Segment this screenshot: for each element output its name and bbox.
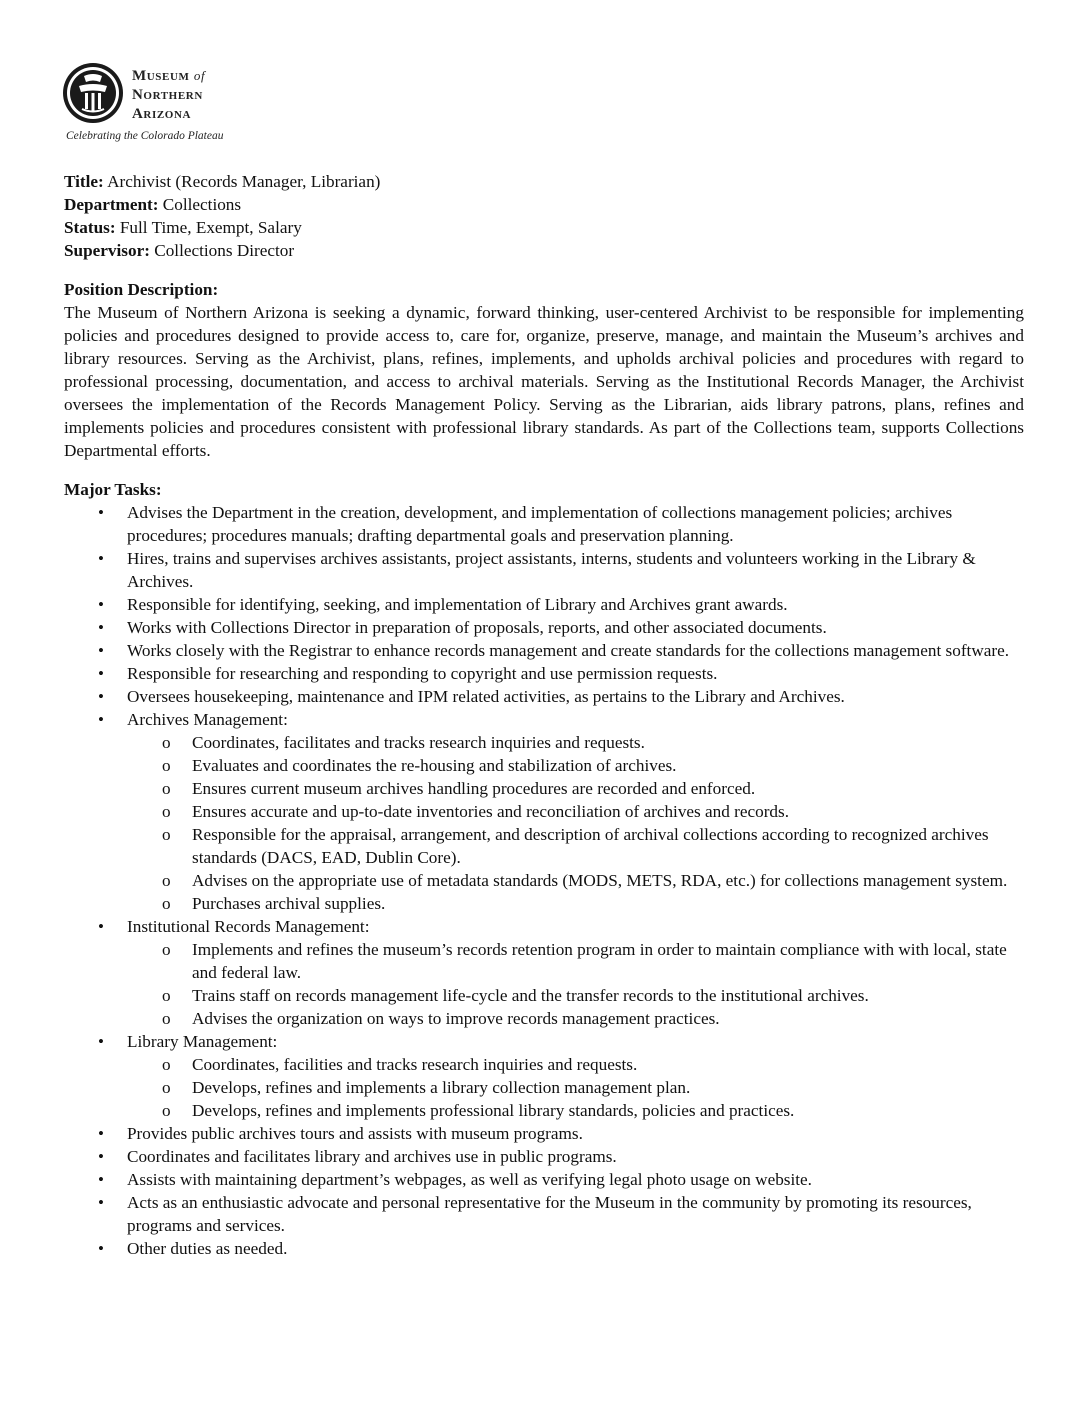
major-tasks-heading: Major Tasks: <box>64 480 162 499</box>
logo-name-line2: Northern <box>132 87 203 103</box>
task-text: Other duties as needed. <box>127 1239 288 1258</box>
subtask-item: o Coordinates, facilities and tracks research inquiries and requests. <box>127 1053 1024 1076</box>
museum-emblem-icon <box>62 62 124 124</box>
job-meta <box>64 170 1024 262</box>
major-tasks-list <box>64 501 1024 1260</box>
task-text: Coordinates and facilitates library and archives use in public programs. <box>127 1147 617 1166</box>
museum-logo <box>62 62 292 154</box>
task-item <box>64 501 1024 547</box>
logo-name-line1: Museum <box>132 68 190 84</box>
task-item <box>64 708 1024 915</box>
meta-label: Supervisor: <box>64 241 150 260</box>
meta-value: Archivist (Records Manager, Librarian) <box>103 172 381 191</box>
task-sublist <box>127 731 1024 915</box>
task-item <box>64 915 1024 1030</box>
logo-tagline: Celebrating the Colorado Plateau <box>66 130 224 142</box>
task-sublist <box>127 1053 1024 1122</box>
meta-line <box>64 216 1024 239</box>
subtask-item: o Advises the organization on ways to improve records management practices. <box>127 1007 1024 1030</box>
task-item <box>64 662 1024 685</box>
task-text: Works with Collections Director in preparation of proposals, reports, and other associated documents. <box>127 618 827 637</box>
museum-name <box>132 66 205 124</box>
meta-label: Status: <box>64 218 116 237</box>
meta-value: Collections <box>158 195 242 214</box>
task-text: Responsible for researching and responding to copyright and use permission requests. <box>127 664 718 683</box>
meta-line <box>64 170 1024 193</box>
task-sublist <box>127 938 1024 1030</box>
position-description-heading: Position Description: <box>64 280 219 299</box>
subtask-item: o Coordinates, facilitates and tracks research inquiries and requests. <box>127 731 1024 754</box>
subtask-item: o Advises on the appropriate use of metadata standards (MODS, METS, RDA, etc.) for collections management system. <box>127 869 1024 892</box>
meta-label: Department: <box>64 195 159 214</box>
task-item <box>64 1145 1024 1168</box>
task-text: Works closely with the Registrar to enhance records management and create standards for the collections management software. <box>127 641 1010 660</box>
task-text: Oversees housekeeping, maintenance and IPM related activities, as pertains to the Library and Archives. <box>127 687 845 706</box>
logo-name-line3: Arizona <box>132 106 192 122</box>
task-text: Acts as an enthusiastic advocate and personal representative for the Museum in the community by promoting its resources, programs and services. <box>127 1193 972 1235</box>
task-item <box>64 1168 1024 1191</box>
document-body <box>64 170 1024 1260</box>
task-item <box>64 616 1024 639</box>
task-item <box>64 1191 1024 1237</box>
meta-line <box>64 193 1024 216</box>
subtask-item: o Evaluates and coordinates the re-housing and stabilization of archives. <box>127 754 1024 777</box>
task-text: Institutional Records Management: <box>127 917 370 936</box>
subtask-item: o Develops, refines and implements a library collection management plan. <box>127 1076 1024 1099</box>
subtask-item: o Develops, refines and implements professional library standards, policies and practices. <box>127 1099 1024 1122</box>
meta-value: Full Time, Exempt, Salary <box>115 218 302 237</box>
task-item <box>64 547 1024 593</box>
task-text: Responsible for identifying, seeking, and implementation of Library and Archives grant awards. <box>127 595 788 614</box>
task-item <box>64 685 1024 708</box>
subtask-item: o Ensures current museum archives handling procedures are recorded and enforced. <box>127 777 1024 800</box>
task-item <box>64 1030 1024 1122</box>
subtask-item: o Implements and refines the museum’s records retention program in order to maintain compliance with with local, state and federal law. <box>127 938 1024 984</box>
meta-line <box>64 239 1024 262</box>
subtask-item: o Trains staff on records management life-cycle and the transfer records to the institutional archives. <box>127 984 1024 1007</box>
task-text: Library Management: <box>127 1032 278 1051</box>
task-text: Advises the Department in the creation, development, and implementation of collections management policies; archives procedures; procedures manuals; drafting departmental goals and preservation planning. <box>127 503 953 545</box>
task-text: Provides public archives tours and assists with museum programs. <box>127 1124 583 1143</box>
task-item <box>64 639 1024 662</box>
subtask-item: o Responsible for the appraisal, arrangement, and description of archival collections according to recognized archives standards (DACS, EAD, Dublin Core). <box>127 823 1024 869</box>
logo-name-of: of <box>193 68 206 83</box>
task-text: Assists with maintaining department’s webpages, as well as verifying legal photo usage on website. <box>127 1170 812 1189</box>
subtask-item: o Ensures accurate and up-to-date inventories and reconciliation of archives and records. <box>127 800 1024 823</box>
task-item <box>64 593 1024 616</box>
task-text: Archives Management: <box>127 710 288 729</box>
task-text: Hires, trains and supervises archives assistants, project assistants, interns, students and volunteers working in the Library & Archives. <box>127 549 976 591</box>
task-item <box>64 1122 1024 1145</box>
task-item <box>64 1237 1024 1260</box>
meta-value: Collections Director <box>149 241 295 260</box>
position-description-text: The Museum of Northern Arizona is seeking a dynamic, forward thinking, user-centered Archivist to be responsible for implementing policies and procedures designed to provide access to, care for, organize, preserve, manage, and maintain the Museum’s archives and library resources. Serving as the Archivist, plans, refines, implements, and upholds archival policies and procedures with regard to professional processing, documentation, and access to archival materials. Serving as the Institutional Records Manager, the Archivist oversees the implementation of the Records Management Policy. Serving as the Librarian, aids library patrons, plans, refines and implements policies and procedures consistent with professional library standards. As part of the Collections team, supports Collections Departmental efforts. <box>64 303 1024 460</box>
subtask-item: o Purchases archival supplies. <box>127 892 1024 915</box>
meta-label: Title: <box>64 172 104 191</box>
